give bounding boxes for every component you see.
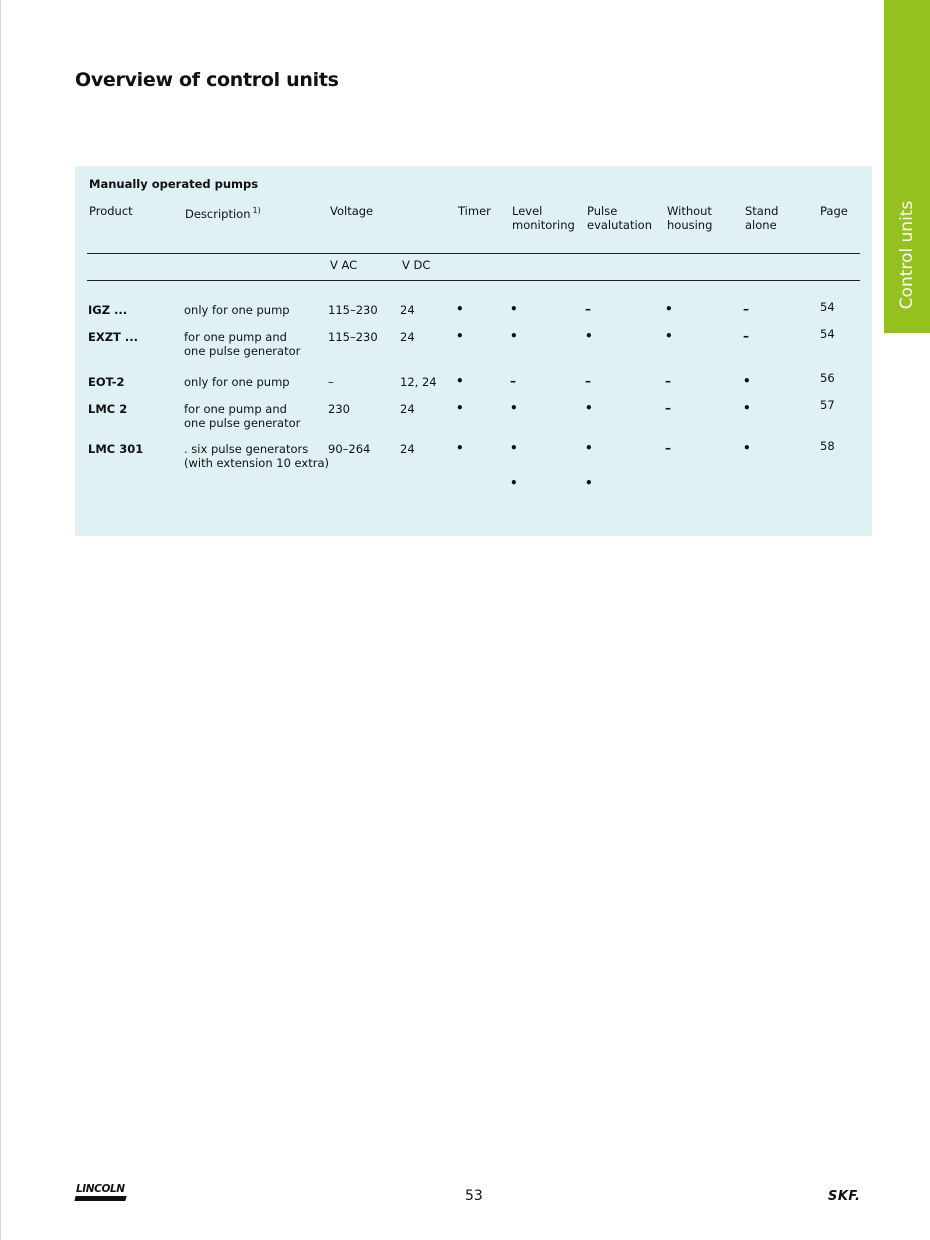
header-pulse-evaluation xyxy=(587,204,652,232)
header-product: Product xyxy=(89,204,133,218)
row-2-product: EXZT ... xyxy=(88,330,139,344)
row-5-vdc: 24 xyxy=(400,442,415,456)
header-pulse-line1: Pulse xyxy=(587,204,618,218)
section-tab-label: Control units xyxy=(897,200,917,310)
row-2-stand: – xyxy=(743,329,749,343)
row-4-vac: 230 xyxy=(328,402,350,416)
header-stand-alone xyxy=(745,204,778,232)
subheader-vdc: V DC xyxy=(402,258,431,272)
row-4-product: LMC 2 xyxy=(88,402,128,416)
header-timer: Timer xyxy=(458,204,491,218)
row-2-description-line2: one pulse generator xyxy=(184,344,301,358)
header-level-monitoring xyxy=(512,204,575,232)
row-5-vac: 90–264 xyxy=(328,442,371,456)
row-1-vac: 115–230 xyxy=(328,303,378,317)
header-rule-top xyxy=(87,253,860,254)
section-title: Manually operated pumps xyxy=(89,177,259,191)
header-level-line1: Level xyxy=(512,204,543,218)
header-description-text: Description xyxy=(185,206,251,221)
row-1-description: only for one pump xyxy=(184,303,290,317)
lincoln-logo xyxy=(75,1185,129,1203)
row-4-pulse: • xyxy=(585,401,593,415)
row-5-description-line1: . six pulse generators xyxy=(184,442,309,456)
row-3-level: – xyxy=(510,374,516,388)
row-2-description-line1: for one pump and xyxy=(184,330,287,344)
row-5-description-line2: (with extension 10 extra) xyxy=(184,456,329,470)
header-rule-bottom xyxy=(87,280,860,281)
lincoln-logo-text: LINCOLN xyxy=(76,1183,125,1195)
extra-row-pulse: • xyxy=(585,476,593,490)
row-3-description: only for one pump xyxy=(184,375,290,389)
header-housing-line2: housing xyxy=(667,218,713,232)
row-4-stand: • xyxy=(743,401,751,415)
row-2-level: • xyxy=(510,329,518,343)
row-5-timer: • xyxy=(456,441,464,455)
row-3-timer: • xyxy=(456,374,464,388)
row-4-page: 57 xyxy=(820,398,835,412)
lincoln-logo-bar xyxy=(74,1196,126,1201)
row-2-timer: • xyxy=(456,329,464,343)
row-1-level: • xyxy=(510,302,518,316)
row-3-page: 56 xyxy=(820,371,835,385)
header-description-footnote: 1) xyxy=(252,206,261,215)
subheader-vac: V AC xyxy=(330,258,358,272)
header-housing-line1: Without xyxy=(667,204,712,218)
header-stand-line2: alone xyxy=(745,218,777,232)
row-4-housing: – xyxy=(665,401,671,415)
header-description xyxy=(185,204,261,221)
header-stand-line1: Stand xyxy=(745,204,779,218)
section-tab-label-wrap xyxy=(884,0,930,333)
row-2-vdc: 24 xyxy=(400,330,415,344)
row-5-stand: • xyxy=(743,441,751,455)
header-without-housing xyxy=(667,204,712,232)
header-page: Page xyxy=(820,204,848,218)
row-4-vdc: 24 xyxy=(400,402,415,416)
row-3-vac: – xyxy=(328,375,334,389)
row-1-stand: – xyxy=(743,302,749,316)
header-voltage: Voltage xyxy=(330,204,374,218)
row-3-product: EOT-2 xyxy=(88,375,125,389)
row-1-page: 54 xyxy=(820,300,835,314)
row-1-timer: • xyxy=(456,302,464,316)
page-edge-line xyxy=(0,0,1,1240)
row-1-product: IGZ ... xyxy=(88,303,128,317)
row-4-timer: • xyxy=(456,401,464,415)
row-1-vdc: 24 xyxy=(400,303,415,317)
row-3-housing: – xyxy=(665,374,671,388)
extra-row-level: • xyxy=(510,476,518,490)
row-3-stand: • xyxy=(743,374,751,388)
row-1-housing: • xyxy=(665,302,673,316)
row-5-product: LMC 301 xyxy=(88,442,144,456)
row-5-level: • xyxy=(510,441,518,455)
row-2-pulse: • xyxy=(585,329,593,343)
row-1-pulse: – xyxy=(585,302,591,316)
skf-logo: SKF. xyxy=(828,1189,861,1204)
row-4-description-line1: for one pump and xyxy=(184,402,287,416)
row-2-housing: • xyxy=(665,329,673,343)
row-4-level: • xyxy=(510,401,518,415)
row-5-housing: – xyxy=(665,441,671,455)
row-2-vac: 115–230 xyxy=(328,330,378,344)
row-4-description-line2: one pulse generator xyxy=(184,416,301,430)
row-3-vdc: 12, 24 xyxy=(400,375,437,389)
row-5-pulse: • xyxy=(585,441,593,455)
row-3-pulse: – xyxy=(585,374,591,388)
header-level-line2: monitoring xyxy=(512,218,575,232)
row-5-page: 58 xyxy=(820,439,835,453)
page-number: 53 xyxy=(465,1188,483,1204)
header-pulse-line2: evalutation xyxy=(587,218,652,232)
page-title: Overview of control units xyxy=(75,69,339,91)
row-2-page: 54 xyxy=(820,327,835,341)
